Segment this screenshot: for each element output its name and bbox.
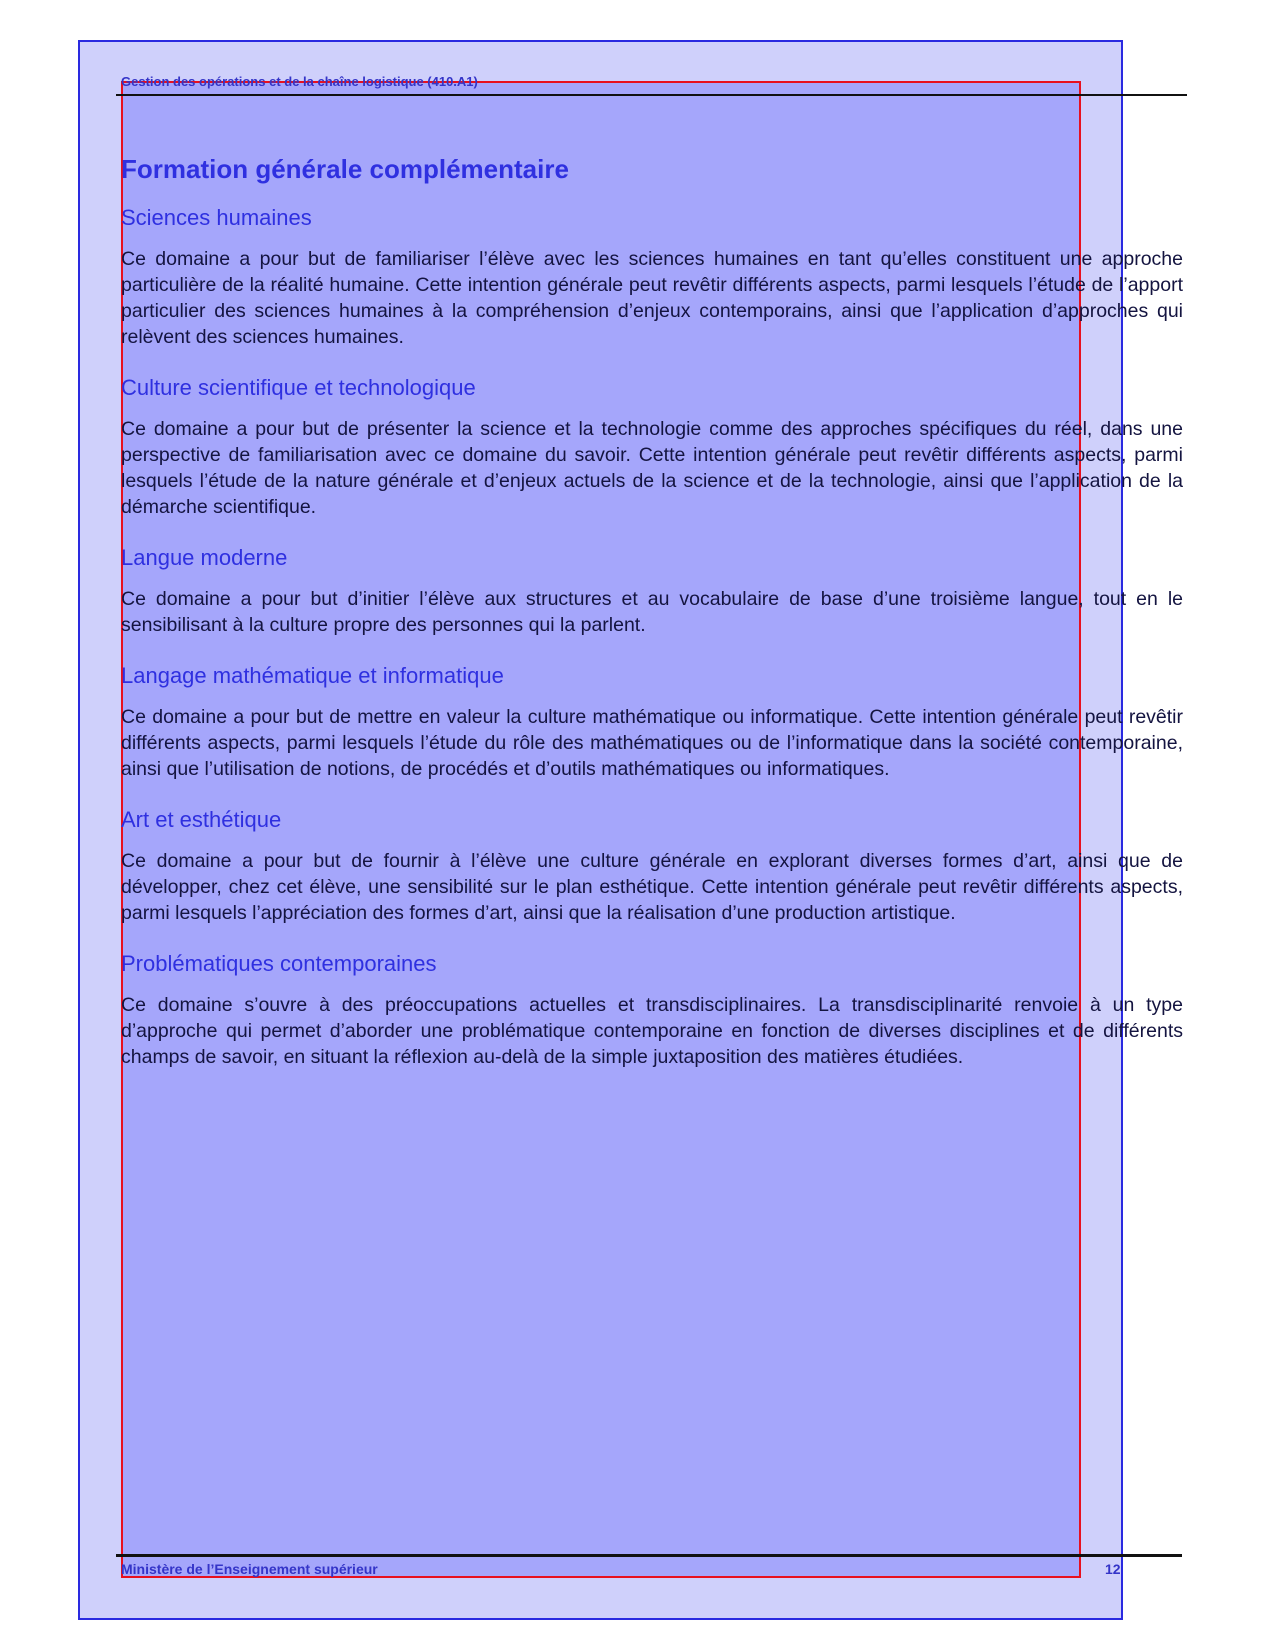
section-langage-mathematique [121,662,1183,782]
section-heading: Problématiques contemporaines [121,951,437,976]
section-art-esthetique [121,806,1183,926]
section-heading: Langage mathématique et informatique [121,663,504,688]
section-paragraph: Ce domaine s’ouvre à des préoccupations actuelles et transdisciplinaires. La transdisciplinarité renvoie à un type d’approche qui permet d’aborder une problématique contemporaine en fonction de diverses disciplines et de différents champs de savoir, en situant la réflexion au-delà de la simple juxtaposition des matières étudiées. [121,994,1183,1068]
section-heading: Art et esthétique [121,807,282,832]
section-culture-scientifique [121,374,1183,520]
section-heading: Langue moderne [121,545,288,570]
running-header: Gestion des opérations et de la chaîne logistique (410.A1) [121,74,478,89]
section-langue-moderne [121,544,1183,638]
header-divider [116,94,1187,96]
section-sciences-humaines [121,204,1183,350]
footer-divider [116,1554,1182,1557]
section-paragraph: Ce domaine a pour but d’initier l’élève aux structures et au vocabulaire de base d’une troisième langue, tout en le sensibilisant à la culture propre des personnes qui la parlent. [121,588,1183,636]
document-body [121,140,1183,1094]
section-problematiques [121,950,1183,1070]
section-heading: Culture scientifique et technologique [121,375,476,400]
page-number: 12 [1105,1561,1121,1577]
running-footer: Ministère de l’Enseignement supérieur [121,1561,378,1577]
section-paragraph: Ce domaine a pour but de présenter la science et la technologie comme des approches spécifiques du réel, dans une perspective de familiarisation avec ce domaine du savoir. Cette intention générale peut revêtir différents aspects, parmi lesquels l’étude de la nature générale et d’enjeux actuels de la science et de la technologie, ainsi que l’application de la démarche scientifique. [121,418,1183,518]
page-title: Formation générale complémentaire [121,154,569,184]
section-paragraph: Ce domaine a pour but de familiariser l’élève avec les sciences humaines en tant qu’elles constituent une approche particulière de la réalité humaine. Cette intention générale peut revêtir différents aspects, parmi lesquels l’étude de l’apport particulier des sciences humaines à la compréhension d’enjeux contemporains, ainsi que l’application d’approches qui relèvent des sciences humaines. [121,248,1183,348]
section-heading: Sciences humaines [121,205,312,230]
section-paragraph: Ce domaine a pour but de fournir à l’élève une culture générale en explorant diverses formes d’art, ainsi que de développer, chez cet élève, une sensibilité sur le plan esthétique. Cette intention générale peut revêtir différents aspects, parmi lesquels l’appréciation des formes d’art, ainsi que la réalisation d’une production artistique. [121,850,1183,924]
section-paragraph: Ce domaine a pour but de mettre en valeur la culture mathématique ou informatique. Cette intention générale peut revêtir différents aspects, parmi lesquels l’étude du rôle des mathématiques ou de l’informatique dans la société contemporaine, ainsi que l’utilisation de notions, de procédés et d’outils mathématiques ou informatiques. [121,706,1183,780]
